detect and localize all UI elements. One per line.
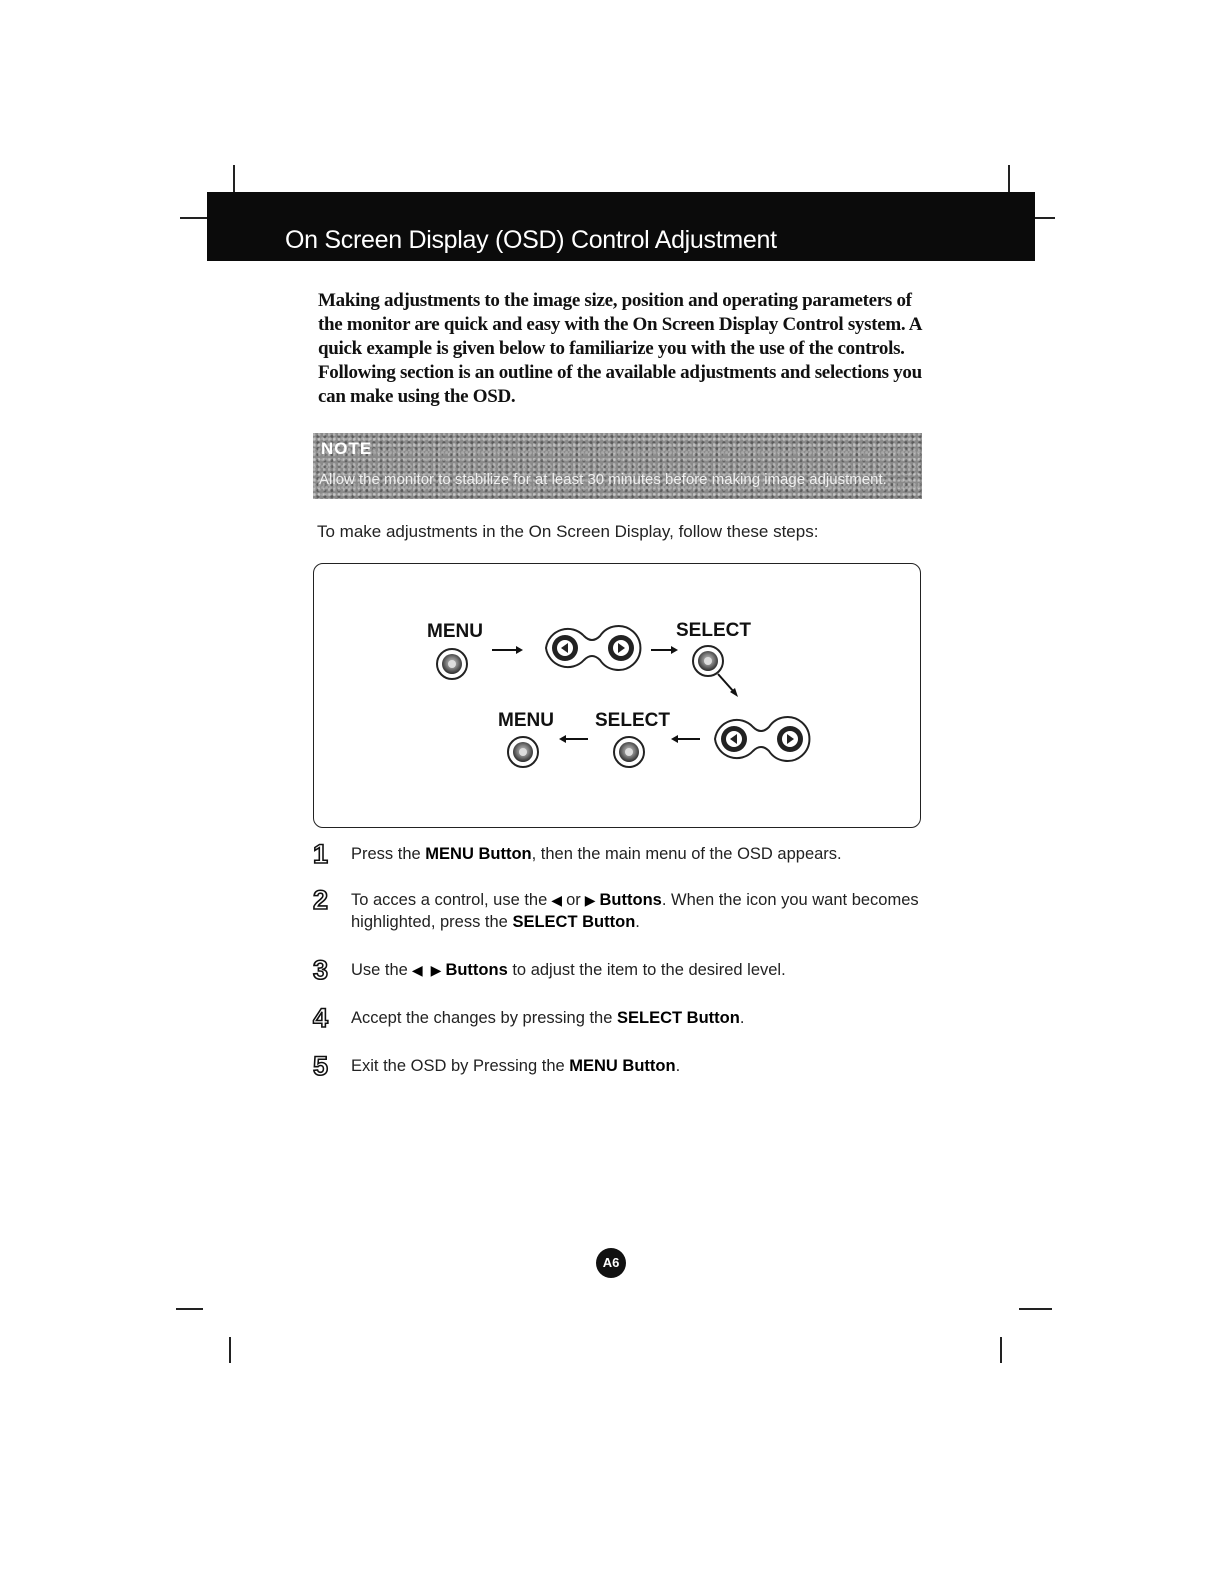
arrow-left-icon <box>671 735 700 743</box>
step-number: 2 <box>313 885 329 915</box>
menu-button-icon <box>508 737 538 767</box>
left-triangle-icon: ◀ <box>411 962 423 978</box>
steps-intro: To make adjustments in the On Screen Display, follow these steps: <box>317 522 819 541</box>
crop-mark <box>1008 165 1010 193</box>
right-triangle-icon: ▶ <box>430 962 442 978</box>
menu-label: MENU <box>498 710 554 731</box>
arrow-right-icon <box>651 646 678 654</box>
arrow-left-icon <box>559 735 588 743</box>
note-box <box>313 433 922 499</box>
menu-label: MENU <box>427 621 483 642</box>
crop-mark <box>1019 1308 1052 1310</box>
step-text: Accept the changes by pressing the SELECT Button. <box>351 1009 745 1027</box>
select-button-icon <box>614 737 644 767</box>
left-triangle-icon: ◀ <box>551 892 563 908</box>
button-sequence-diagram <box>313 563 921 828</box>
intro-paragraph: Making adjustments to the image size, position and operating parameters of the monitor are quick and easy with the On Screen Display Control system. A quick example is given below to familiarize you with the use of the controls. Following section is an outline of the available adjustments and selections you can make using the OSD. <box>318 290 922 407</box>
arrow-down-right-icon <box>718 674 738 697</box>
crop-mark <box>233 165 235 193</box>
crop-mark <box>229 1337 231 1363</box>
note-text: Allow the monitor to stabilize for at least 30 minutes before making image adjustment. <box>319 471 887 488</box>
right-triangle-icon: ▶ <box>584 892 596 908</box>
step-number: 1 <box>313 839 329 869</box>
diagram-graphic <box>314 564 920 827</box>
menu-button-icon <box>437 649 467 679</box>
section-header <box>207 192 1035 261</box>
page-number-badge: A6 <box>596 1248 626 1278</box>
step-number: 3 <box>313 955 329 985</box>
step-text: Use the ◀ ▶ Buttons to adjust the item to the desired level. <box>351 961 786 979</box>
select-label: SELECT <box>595 710 670 731</box>
step-number: 4 <box>313 1003 329 1033</box>
crop-mark <box>180 217 207 219</box>
crop-mark <box>1035 217 1055 219</box>
left-right-buttons-icon <box>715 717 809 761</box>
step-text: To acces a control, use the ◀ or ▶ Buttons. When the icon you want becomes highlighted, press the SELECT Button. <box>351 891 919 931</box>
page-title: On Screen Display (OSD) Control Adjustment <box>285 226 777 254</box>
arrow-right-icon <box>492 646 523 654</box>
crop-mark <box>176 1308 203 1310</box>
select-label: SELECT <box>676 620 751 641</box>
crop-mark <box>1000 1337 1002 1363</box>
note-label: NOTE <box>321 439 373 458</box>
step-number: 5 <box>313 1051 329 1081</box>
step-text: Press the MENU Button, then the main menu of the OSD appears. <box>351 845 842 863</box>
left-right-buttons-icon <box>546 626 640 670</box>
step-text: Exit the OSD by Pressing the MENU Button. <box>351 1057 681 1075</box>
select-button-icon <box>693 646 723 676</box>
